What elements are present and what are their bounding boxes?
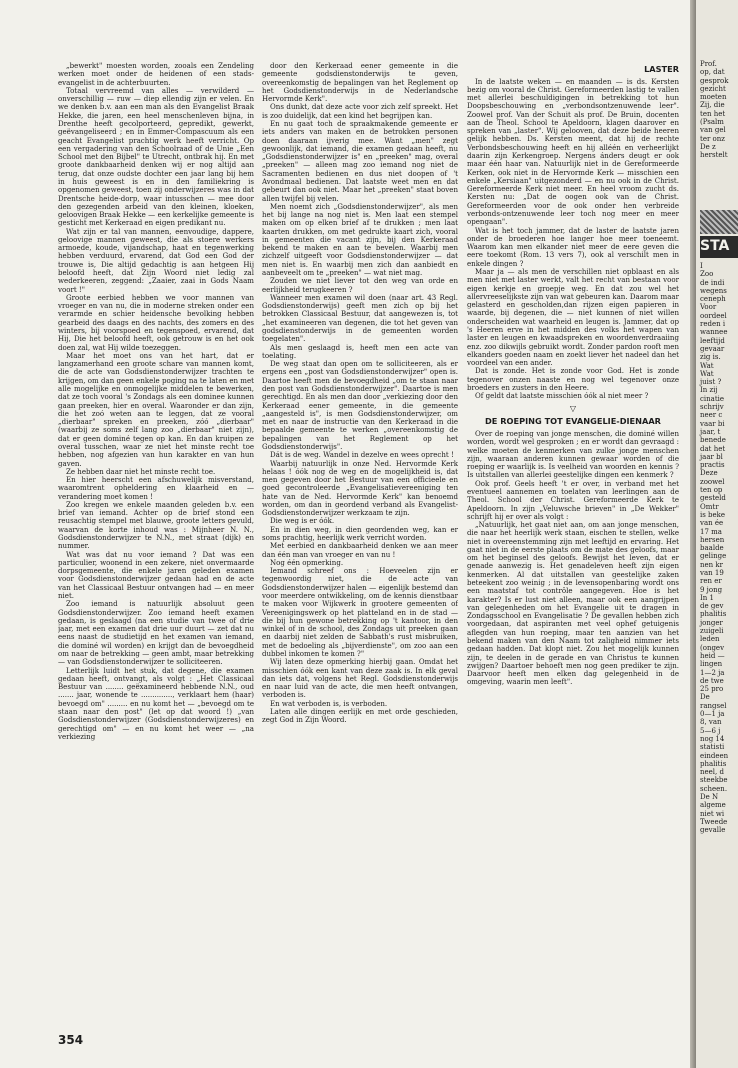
next-page-line-0: Prof.	[700, 60, 717, 68]
col1-paragraph-6: En hier heerscht een afschuwelijk misverstand, waaromtrent opheldering en klaarheid en — verandering moet komen !	[58, 475, 254, 501]
next-page-line2-66: niet wi	[700, 809, 725, 818]
next-page-line2-9: leeftijd	[700, 336, 725, 345]
next-page-line2-48: lingen	[700, 660, 723, 669]
col1-paragraph-3: Groote eerbied hebben we voor mannen van vroeger en van nu, die in moderne streken onder een verarmde en schier heidensche bevolking hebben gearbeid des daags en des nachts, des zomers en des winters, bij voorspoed en tegenspoed, ervarend, dat Hij, Die het beloofd heeft, ook getrouw is en het ook doen zal, wat Hij wilde toezeggen.	[58, 292, 254, 352]
col2-paragraph-5: Wanneer men examen wil doen (naar art. 43 Regl. Godsdienstonderwijs) geeft men zich op bij het betrokken Classicaal Bestuur, dat aangewezen is, tot „het examineeren van degenen, die tot het geven van godsdienstonderwijs in de gemeenten worden toegelaten".	[262, 292, 458, 344]
next-page-line2-53: rangsel	[700, 701, 727, 710]
next-page-line2-24: practis	[700, 461, 725, 470]
next-page-line2-13: Wat	[700, 369, 714, 378]
next-page-line2-39: 9 jong	[700, 585, 723, 594]
next-page-line2-62: steekbe	[700, 776, 728, 785]
next-page-line2-4: ceneph	[700, 295, 726, 304]
col1-paragraph-8: Wat was dat nu voor iemand ? Dat was een particulier, woonend in een zekere, niet onvermaarde dorpsgemeente, die enkele jaren geleden examen voor Godsdienstonderwijzer gedaan had en de acte van het Classicaal Bestuur ontvangen had — en meer niet.	[58, 549, 254, 600]
next-page-line2-45: leden	[700, 635, 720, 644]
col3-paragraph-1: Wat is het toch jammer, dat de laster de laatste jaren onder de broederen hoe langer hoe meer toeneemt. Waarom kan men elkander niet meer de eere geven die eere toekomt (Rom. 13 vers 7), ook al verschilt men in enkele dingen ?	[467, 225, 679, 268]
next-page-line2-17: schrijv	[700, 403, 724, 412]
next-page-line2-1: Zoo	[700, 270, 714, 279]
next-page-line2-25: Deze	[700, 469, 718, 478]
col1-paragraph-4: Maar het moet ons van het hart, dat er langzamerhand een groote schare van mannen komt, die de acte van Godsdienstonderwijzer trachten te krijgen, om dan geen enkele poging na te laten en met alle mogelijke en onmogelijke middelen te bewerken, dat ze toch vooral 's Zondags als een dominee kunnen gaan preeken, hier en overal. Waaronder er dan zijn, die het zoó weten aan te leggen, dat ze vooral „dierbaar" spreken en preeken, zóó „dierbaar" (waarbij ze soms zelf lang zoo „dierbaar" niet zijn), dat er geen dominé tegen op kan. En dan kruipen ze overal tusschen, waar ze niet het minste recht toe hebben, nog afgezien van hun karakter en van hun gaven.	[58, 350, 254, 468]
next-page-line2-31: van ée	[700, 519, 724, 528]
next-page-line2-22: dat het	[700, 444, 726, 453]
next-page-line-3: gezicht	[700, 84, 726, 93]
col3b-paragraph-1: Ook prof. Geels heeft 't er over, in verband met het eventueel aannemen en toelaten van leerlingen aan de Theol. School der Christ. Gereformeerde Kerk te Apeldoorn. In zijn „Veluwsche brieven" in „De Wekker" schrijft hij er over als volgt :	[467, 478, 679, 521]
next-page-line2-8: wannee	[700, 328, 728, 337]
next-page-text-bottom	[700, 262, 738, 834]
next-page-line-5: Zij, die	[700, 101, 725, 110]
col2-paragraph-15: Wij laten deze opmerking hierbij gaan. Omdat het misschien óók een kant van deze zaak is. In elk geval dan iets dat, volgens het Regl. Godsdienstonderwijs en naar luid van de acte, die men heeft ontvangen, verboden is.	[262, 657, 458, 700]
next-page-line2-63: scheen.	[700, 784, 728, 793]
column-1	[58, 62, 254, 1032]
next-page-line2-49: 1—2 ja	[700, 668, 725, 677]
next-page-line2-67: Tweede	[700, 817, 728, 826]
next-page-line2-33: hersen	[700, 535, 725, 544]
next-page-line2-34: baalde	[700, 544, 724, 553]
col2-paragraph-3: Men noemt zich „Godsdienstonderwijzer", als men het bij lange na nog niet is. Men laat een stempel maken om op elken brief af te drukken ; men laat kaarten drukken, om met gedrukte kaart zich, vooral in gemeenten die vacant zijn, bij den Kerkeraad bekend te maken en aan te bevelen. Waarbij men zichzelf uitgeeft voor Godsdienstonderwijzer — dat men niet is. En waarbij men zich dan aanbiedt en aanbeveelt om te „preeken" — wat niet mag.	[262, 201, 458, 278]
next-page-line2-26: zoowel	[700, 477, 725, 486]
col1-paragraph-7: Zoo kregen we enkele maanden geleden b.v. een brief van iemand. Achter op de brief stond een reusachtig stempel met blauwe, groote letters gevuld, waarvan de korte inhoud was : Mijnheer N. N., Godsdienstonderwijzer te N.N., met straat (dijk) en nummer.	[58, 499, 254, 551]
col2-paragraph-0: door den Kerkeraad eener gemeente in die gemeente godsdienstonderwijs te geven, overeenkomstig de bepalingen van het Reglement op het Godsdienstonderwijs in de Nederlandsche Hervormde Kerk".	[262, 62, 458, 104]
col2-paragraph-8: Dát is de weg. Wandel in dezelve en wees oprecht !	[270, 450, 454, 460]
next-page-text-top	[700, 60, 738, 160]
next-page-line-6: ten het	[700, 109, 726, 118]
next-page-line2-54: 0—1 ja	[700, 710, 725, 719]
next-page-line2-19: vaar bi	[700, 419, 725, 428]
next-page-line2-21: benede	[700, 436, 726, 445]
col3b-paragraph-0: Over de roeping van jonge menschen, die dominé willen worden, wordt wel gesproken ; en er wordt dan gevraagd : welke moeten de kenmerken van zulke jonge menschen zijn, waaraan anderen kunnen gewaar worden of die roeping er waarlijk is. Is veelheid van woorden en kennis ? Is uitstallen van allerlei geestelijke dingen een kenmerk ?	[467, 428, 679, 480]
next-page-line-8: van gel	[700, 126, 726, 135]
col3-paragraph-3: Dat is zonde. Het is zonde voor God. Het is zonde tegenover onzen naaste en nog wel tegenover onze broeders en zusters in den Heere.	[467, 366, 679, 392]
next-page-edge	[696, 0, 738, 1068]
col2-paragraph-11: En in dien weg, in dien geordenden weg, kan er soms prachtig, heerlijk werk verricht worden.	[262, 524, 458, 543]
next-page-line2-56: 5—6 j	[700, 726, 721, 735]
col1-paragraph-5: Ze hebben daar niet het minste recht toe.	[66, 466, 216, 476]
next-page-line2-5: Voor	[700, 303, 717, 312]
next-page-line2-0: I	[700, 262, 703, 270]
next-page-line2-61: neel, d	[700, 768, 724, 777]
col2-paragraph-4: Zouden we niet liever tot den weg van orde en eerlijkheid terugkeeren ?	[262, 276, 458, 294]
next-page-line2-2: de indi	[700, 278, 725, 287]
next-page-line-1: op, dat	[700, 68, 725, 77]
heading-roeping: DE ROEPING TOT EVANGELIE-DIENAAR	[485, 416, 661, 427]
next-page-line-2: gesprok	[700, 76, 729, 85]
col3-paragraph-4: Of geldt dat laatste misschien óók al niet meer ?	[475, 391, 649, 401]
next-page-line2-68: gevalle	[700, 826, 726, 835]
col3-paragraph-0: In de laatste weken — en maanden — is ds. Kersten bezig om vooral de Christ. Gereformeerden lastig te vallen met allerlei beschuldigingen in betrekking tot hun Doopsbeschouwing en „verbondsontzenuwende leer". Zoowel prof. Van der Schuit als prof. De Bruin, docenten aan de Theol. School te Apeldoorn, klagen daarover en spreken van „laster". Wij gelooven, dat deze beide heeren gelijk hebben. Ds. Kersten meent, dat hij de rechte Verbondsbeschouwing heeft en hij alléén en verheerlijkt daarin zijn Kerkengroep. Nergens ánders deugt er ook maar één haar van. Natuurlijk niet in de Gereformeerde Kerken, ook niet in de Hervormde Kerk — misschien een enkele „Kersiaan" uitgezonderd — en nu ook in de Christ. Gereformeerde Kerk niet meer. En heel vroom zucht ds. Kersten nu: „Dat de oogen ook van de Christ. Gereformeerden voor de ook onder hen verbreide verbonds-ontzenuwende leer toch nog meer en meer opengaan".	[467, 76, 679, 227]
next-page-line-9: ter onz	[700, 134, 725, 143]
next-page-line2-52: De	[700, 693, 710, 702]
next-page-line2-16: cinatie	[700, 394, 725, 403]
next-page-line2-50: de twe	[700, 676, 724, 685]
page-number: 354	[58, 1033, 84, 1047]
col3b-paragraph-2: „Natuurlijk, het gaat niet aan, om aan jonge menschen, die naar het heerlijk werk staan, eischen te stellen, welke niet in overeenstemming zijn met leeftijd en ervaring. Het gaat niet in de eerste plaats om de mate des geloofs, maar om het beginsel des geloofs. Bewijst het leven, dat er genade aanwezig is. Het genadeleven heeft zijn eigen kenmerken. Al dat uitstallen van geestelijke zaken beteekent zoo weinig ; in de levensopenbaring wordt ons een maatstaf tot contrôle aangegeven. Hoe is het karakter? Is er lust niet alleen, maar ook een aangrijpen van gelegenheden om het Evangelie uit te dragen in Zondagsschool en Evangelisatie ? De gevallen hebben zich voorgedaan, dat aspiranten met veel ophef getuigenis aflegden van hun roeping, maar ten aanzien van het bekend maken van den Naam tot zaligheid nimmer iets gedaan hadden. Dat klopt niet. Zou het mogelijk kunnen zijn, te deelen in de gerade en van Christus te kunnen zwijgen? Daartoer behoeft men nog geen prediker te zijn. Daarvoor heeft men elken dag gelegenheid in de omgeving, waarin men leeft".	[467, 520, 679, 687]
col2-paragraph-12: Met eerbied en dankbaarheid denken we aan meer dan één man van vroeger en van nu !	[262, 541, 458, 559]
col2-paragraph-1: Ons dunkt, dat deze acte voor zich zelf spreekt. Het is zoo duidelijk, dat een kind het begrijpen kan.	[262, 102, 458, 120]
next-page-line2-38: ren er	[700, 577, 722, 586]
next-page-line2-44: zuigeli	[700, 627, 724, 636]
next-page-line2-6: oordeel	[700, 311, 727, 320]
col3-paragraph-2: Maar ja — als men de verschillen niet opblaast en als men niet met laster werkt, valt het recht van bestaan voor eigen kerkje en groepje weg. En dat zou wel het allervreeselijkste zijn van wat gebeuren kan. Daarom maar gelasterd en gescholden,dan rijzen eigen papieren in waarde, bij degenen, die — niet kunnen of niet willen onderscheiden wat waarheid en leugen is. Jammer, dat op 's Heeren erve in het midden des volks het wapen van laster en leugen en kwaadspreken en woordenverdraaiing enz. zoo dikwijls gebruikt wordt. Zonder pardon rooft men elkanders goeden naam en zoekt liever het nadeel dan het voordeel van een ander.	[467, 266, 679, 368]
next-page-line2-10: gevaar	[700, 344, 725, 353]
next-page-line2-47: heid —	[700, 651, 725, 660]
next-page-line2-32: 17 ma	[700, 527, 722, 536]
next-page-illustration	[700, 210, 738, 234]
next-page-line-10: De z	[700, 142, 716, 151]
next-page-line2-41: de gev	[700, 602, 724, 611]
col1-paragraph-9: Zoo iemand is natuurlijk absoluut geen Godsdienstonderwijzer. Zoo iemand heeft examen gedaan, is geslaagd (na een studie van twee of drie jaar, met een examen dat drie uur duurt — zet dat nu eens naast de studietijd en het examen van iemand, die dominé wil worden) en krijgt dan de bevoegdheid om naar de betrekking — geen ambt, maar betrekking — van Godsdienstonderwijzer te solliciteeren.	[58, 599, 254, 667]
next-page-line2-51: 25 pro	[700, 685, 724, 694]
col1-paragraph-0: „bewerkt" moesten worden, zooals een Zendeling werken moet onder de heidenen of een stads-evangelist in de achterbuurten.	[58, 62, 254, 87]
next-page-line2-12: Wat	[700, 361, 714, 370]
next-page-banner: STA	[700, 238, 730, 254]
col2-paragraph-10: Die weg is er óók.	[270, 516, 335, 526]
next-page-line2-36: nen kr	[700, 560, 723, 569]
next-page-line2-20: jaar, t	[700, 427, 721, 436]
col1-paragraph-1: Totaal vervreemd van alles — verwilderd — onverschillig — ruw — diep ellendig zijn er velen. En we denken b.v. aan een man als den Evangelist Braak Hekke, die jaren, een heel menschenleven bijna, in Drenthe heeft gecolporteerd, gepredikt, gewerkt, geëvangeliseerd ; en in Emmer-Compascuum als een geacht Evangelist prachtig werk heeft verricht. Op een vergadering van den Schoolraad of de Unie „Een School met den Bijbel" te Utrecht, ontbrak hij. En met groote dankbaarheid denken wij er nog altijd aan terug, dat onze oudste dochter een jaar lang bij hem in huis geweest is en in den familiekring is opgenomen geweest, toen zij onderwijzeres was in dat Drentsche heide-dorp, waar intusschen — mee door den gezegenden arbeid van den kleinen, kloeken, geloovigen Braak Hekke — een kerkelijke gemeente is gesticht met Kerkeraad en eigen predikant nu.	[58, 85, 254, 228]
col2-paragraph-13: Nog één opmerking.	[270, 557, 344, 567]
column-3	[467, 62, 679, 1032]
next-page-line2-59: eindeen	[700, 751, 729, 760]
col2-paragraph-2: En nu gaat toch de spraakmakende gemeente er iets anders van maken en de betrokken personen doen daaraan ijverig mee. Want „men" zegt gewoonlijk, dat iemand, die examen gedaan heeft, nu „Godsdienstonderwijzer is" en „preeken" mag, overal „preeken" — alleen mag zoo iemand nog niet de Sacramenten bedienen en dus niet doopen of 't Avondmaal bedienen. Dat laatste weet men en dat gebeurt dan ook niet. Maar het „preeken" staat boven allen twijfel bij velen.	[262, 118, 458, 203]
next-page-line2-64: De N	[700, 793, 719, 801]
col2-paragraph-7: De weg staat dan open om te solliciteeren, als er ergens een „post van Godsdienstonderwijzer" open is. Daartoe heeft men de bevoegdheid „om te staan naar den post van Godsdienstonderwijzer". Daartoe is men gerechtigd. En als men dan door „verkiezing door den Kerkeraad eener gemeente, in die gemeente „aangesteld is", is men Godsdienstonderwijzer, om met en naar de instructie van den Kerkeraad in die bepaalde gemeente te werken „overeenkomstig de bepalingen van het Reglement op het Godsdienstonderwijs".	[262, 359, 458, 451]
next-page-line2-42: phalitis	[700, 610, 727, 619]
next-page-line2-37: van 19	[700, 568, 724, 577]
next-page-line2-55: 8, van	[700, 718, 722, 727]
column-2	[262, 62, 458, 1032]
col1-paragraph-10: Letterlijk luidt het stuk, dat degene, die examen gedaan heeft, ontvangt, als volgt : „Het Classicaal Bestuur van ........ geëxamineerd hebbende N.N., oud ....... jaar, wonende te .............., verklaart hem (haar) bevoegd om" ......... en nu komt het — „bevoegd om te staan naar den post" (let op dat woord !) „van Godsdienstonderwijzer (Godsdienstonderwijzeres) en gerechtigd om" — en nu komt het weer — „na verkiezing	[58, 665, 254, 741]
separator-triangle: ▽	[569, 404, 577, 414]
next-page-line2-11: zig is.	[700, 353, 721, 362]
next-page-line2-14: juist ?	[700, 378, 722, 387]
next-page-line2-29: Omtr	[700, 502, 719, 511]
next-page-line-7: (Psalm	[700, 118, 724, 127]
col2-paragraph-16: En wat verboden is, is verboden.	[270, 698, 388, 708]
heading-laster: LASTER	[644, 64, 679, 74]
next-page-line2-3: wegens	[700, 286, 727, 295]
col1-paragraph-2: Wat zijn er tal van mannen, eenvoudige, dappere, geloovige mannen geweest, die als stoere werkers armoede, koude, vijandschap, haat en tegenwerking hebben verduurd, ervarend, dat God een God der trouwe is, Die altijd gedachtig is aan hetgeen Hij beloofd heeft, dat Zijn Woord niet ledig zal wederkeeren, zeggend: „Zaaier, zaai in Gods Naam voort !"	[58, 226, 254, 294]
next-page-line2-7: reden i	[700, 320, 726, 329]
next-page-line2-30: is beke	[700, 510, 726, 519]
next-page-line-4: moeten	[700, 93, 727, 102]
col2-paragraph-14: Iemand schreef ons : Hoeveelen zijn er tegenwoordig niet, die de acte van Godsdienstonderwijzer halen — eigenlijk bestemd dan voor meerdere ontwikkeling, om de kennis dienstbaar te maken voor Wijkwerk in grootere gemeenten of Vereenigingswerk op het platteland en in de stad — die bij hun gewone betrekking op 't kantoor, in den winkel of in de school, des Zondags uit preeken gaan en daarbij niet zelden de Sabbath's rust misbruiken, met de bedoeling als „bijverdienste", om zoo aan een dubbel inkomen te komen ?"	[262, 566, 458, 658]
next-page-line2-46: (ongev	[700, 643, 725, 652]
col2-paragraph-9: Waarbij natuurlijk in onze Ned. Hervormde Kerk helaas ! óók nog de weg en de mogelijkheid is, dat men gegeven door het Bestuur van een officieele en goed gecontroleerde „Evangelisatievereeniging ten hate van de Ned. Hervormde Kerk" kan benoemd worden, om dan in geordend verband als Evangelist-Godsdienstonderwijzer werkzaam te zijn.	[262, 458, 458, 518]
next-page-line2-18: neer c	[700, 411, 723, 420]
next-page-line-11: herstelt	[700, 151, 728, 160]
next-page-line2-40: In 1	[700, 593, 714, 602]
next-page-line2-57: nog 14	[700, 734, 725, 743]
next-page-line2-58: statisti	[700, 743, 725, 752]
next-page-line2-60: phalitis	[700, 759, 727, 768]
next-page-line2-15: In zij	[700, 386, 718, 395]
next-page-line2-35: gelinge	[700, 552, 727, 561]
col2-paragraph-6: Als men geslaagd is, heeft men een acte van toelating.	[262, 342, 458, 360]
col2-paragraph-17: Laten alle dingen eerlijk en met orde geschieden, zegt God in Zijn Woord.	[262, 706, 458, 725]
next-page-line2-28: gesteld	[700, 494, 726, 503]
next-page-line2-23: jaar bl	[700, 452, 723, 461]
next-page-line2-43: jonger	[700, 618, 723, 627]
next-page-line2-65: algeme	[700, 801, 726, 810]
next-page-line2-27: ten op	[700, 486, 723, 495]
